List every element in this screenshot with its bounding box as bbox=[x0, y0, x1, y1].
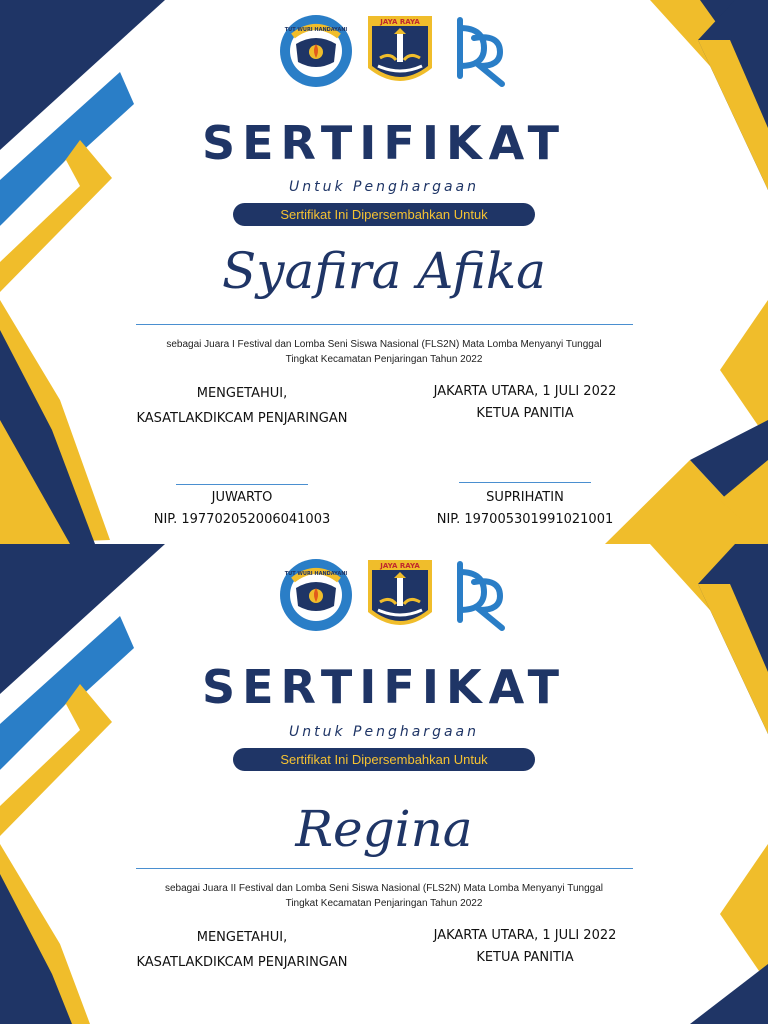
left-heading-2: KASATLAKDIKCAM PENJARINGAN bbox=[136, 955, 348, 970]
dki-jakarta-emblem bbox=[366, 14, 434, 94]
right-signatory-name: SUPRIHATIN bbox=[486, 490, 564, 505]
right-heading-2: KETUA PANITIA bbox=[476, 406, 574, 421]
logo-row bbox=[0, 14, 768, 96]
certificate-subtitle: Untuk Penghargaan bbox=[289, 179, 479, 195]
left-signatory-heading bbox=[100, 925, 384, 975]
recipient-name: Syafira Afika bbox=[222, 242, 546, 300]
description-line-1: sebagai Juara II Festival dan Lomba Seni Siswa Nasional (FLS2N) Mata Lomba Menyanyi Tunggal bbox=[164, 883, 603, 894]
tut-wuri-handayani-logo bbox=[279, 14, 353, 88]
right-heading-1: JAKARTA UTARA, 1 JULI 2022 bbox=[433, 928, 617, 943]
right-heading-2: KETUA PANITIA bbox=[476, 950, 574, 965]
right-signatory-heading bbox=[395, 381, 655, 425]
left-signatory-heading bbox=[100, 381, 384, 431]
left-signatory bbox=[100, 487, 384, 531]
dki-jakarta-emblem bbox=[366, 558, 434, 638]
certificate-subtitle: Untuk Penghargaan bbox=[289, 724, 479, 740]
merdeka-belajar-logo bbox=[444, 558, 508, 632]
right-heading-1: JAKARTA UTARA, 1 JULI 2022 bbox=[433, 384, 617, 399]
svg-text:TUT WURI HANDAYANI: TUT WURI HANDAYANI bbox=[284, 571, 348, 577]
merdeka-belajar-logo bbox=[444, 14, 508, 88]
left-signature-line bbox=[176, 484, 308, 485]
left-heading-2: KASATLAKDIKCAM PENJARINGAN bbox=[136, 411, 348, 426]
certificate-title: SERTIFIKAT bbox=[202, 116, 566, 170]
recipient-name: Regina bbox=[295, 800, 473, 858]
left-signatory-nip: NIP. 197702052006041003 bbox=[153, 512, 331, 527]
description bbox=[110, 337, 658, 367]
description-line-2: Tingkat Kecamatan Penjaringan Tahun 2022 bbox=[285, 898, 483, 909]
right-signatory-nip: NIP. 197005301991021001 bbox=[436, 512, 614, 527]
svg-text:TUT WURI HANDAYANI: TUT WURI HANDAYANI bbox=[284, 27, 348, 33]
certificate-title: SERTIFIKAT bbox=[202, 660, 566, 714]
tut-wuri-handayani-logo bbox=[279, 558, 353, 632]
left-heading-1: MENGETAHUI, bbox=[196, 930, 288, 945]
presented-label: Sertifikat Ini Dipersembahkan Untuk bbox=[233, 748, 535, 771]
description-line-2: Tingkat Kecamatan Penjaringan Tahun 2022 bbox=[285, 354, 483, 365]
right-signatory bbox=[395, 487, 655, 531]
svg-text:JAYA RAYA: JAYA RAYA bbox=[380, 18, 420, 26]
logo-row bbox=[0, 558, 768, 640]
left-heading-1: MENGETAHUI, bbox=[196, 386, 288, 401]
svg-text:JAYA RAYA: JAYA RAYA bbox=[380, 562, 420, 570]
certificate-2 bbox=[0, 544, 768, 1024]
right-signature-line bbox=[459, 482, 591, 483]
divider bbox=[136, 324, 633, 325]
description bbox=[110, 881, 658, 911]
left-signatory-name: JUWARTO bbox=[211, 490, 273, 505]
description-line-1: sebagai Juara I Festival dan Lomba Seni Siswa Nasional (FLS2N) Mata Lomba Menyanyi Tunggal bbox=[166, 339, 602, 350]
presented-label: Sertifikat Ini Dipersembahkan Untuk bbox=[233, 203, 535, 226]
divider bbox=[136, 868, 633, 869]
right-signatory-heading bbox=[395, 925, 655, 969]
